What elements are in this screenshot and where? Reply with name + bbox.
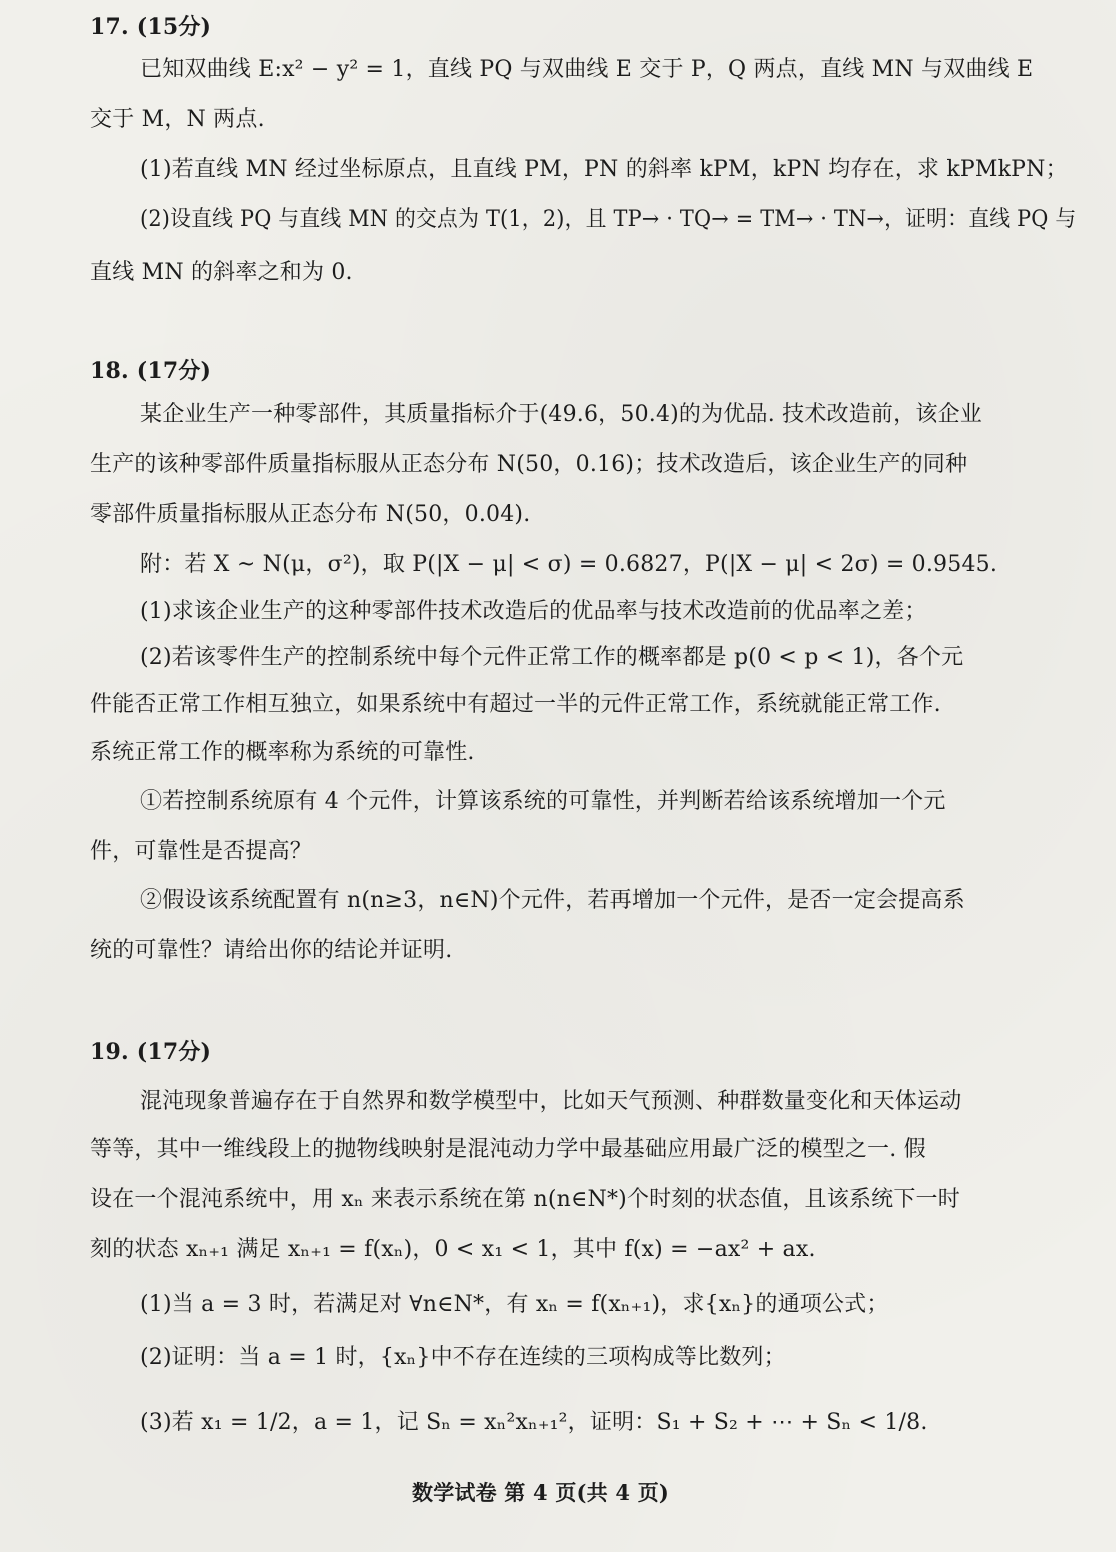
q19-line-5: (1)当 a = 3 时，若满足对 ∀n∈N*，有 xₙ = f(xₙ₊₁)，求{xₙ}的通项公式； [140,1292,889,1317]
q19-line-7: (3)若 x₁ = 1/2，a = 1，记 Sₙ = xₙ²xₙ₊₁²，证明：S₁ + S₂ + ⋯ + Sₙ < 1/8. [140,1410,928,1435]
q18-line-9: ①若控制系统原有 4 个元件，计算该系统的可靠性，并判断若给该系统增加一个元 [140,789,946,814]
q18-line-6: (2)若该零件生产的控制系统中每个元件正常工作的概率都是 p(0 < p < 1)，各个元 [140,645,964,670]
q18-line-1: 某企业生产一种零部件，其质量指标介于(49.6，50.4)的为优品. 技术改造前，该企业 [140,402,982,427]
q18-line-12: 统的可靠性？请给出你的结论并证明. [90,938,453,963]
q17-line-4: (2)设直线 PQ 与直线 MN 的交点为 T(1，2)，且 TP→ · TQ→ = TM→ · TN→，证明：直线 PQ 与 [140,207,1077,232]
q18-line-2: 生产的该种零部件质量指标服从正态分布 N(50，0.16)；技术改造后，该企业生产的同种 [90,452,968,477]
q19-line-1: 混沌现象普遍存在于自然界和数学模型中，比如天气预测、种群数量变化和天体运动 [140,1089,962,1114]
q18-line-8: 系统正常工作的概率称为系统的可靠性. [90,740,475,765]
q18-line-10: 件，可靠性是否提高？ [90,839,313,864]
q18-line-7: 件能否正常工作相互独立，如果系统中有超过一半的元件正常工作，系统就能正常工作. [90,692,941,717]
q19-line-6: (2)证明：当 a = 1 时，{xₙ}中不存在连续的三项构成等比数列； [140,1345,786,1370]
q18-header: 18. (17分) [90,358,212,384]
q17-header: 17. (15分) [90,14,212,40]
q17-line-2: 交于 M，N 两点. [90,107,265,132]
q19-header: 19. (17分) [90,1039,212,1065]
q19-line-3: 设在一个混沌系统中，用 xₙ 来表示系统在第 n(n∈N*)个时刻的状态值，且该系统下一时 [90,1187,960,1212]
q18-line-5: (1)求该企业生产的这种零部件技术改造后的优品率与技术改造前的优品率之差； [140,599,927,624]
q17-line-5: 直线 MN 的斜率之和为 0. [90,260,353,285]
q18-line-11: ②假设该系统配置有 n(n≥3，n∈N)个元件，若再增加一个元件，是否一定会提高系 [140,888,965,913]
q19-line-2: 等等，其中一维线段上的抛物线映射是混沌动力学中最基础应用最广泛的模型之一. 假 [90,1137,926,1162]
q18-line-3: 零部件质量指标服从正态分布 N(50，0.04). [90,502,531,527]
q19-line-4: 刻的状态 xₙ₊₁ 满足 xₙ₊₁ = f(xₙ)，0 < x₁ < 1，其中 f(x) = −ax² + ax. [90,1237,816,1262]
q17-line-3: (1)若直线 MN 经过坐标原点，且直线 PM，PN 的斜率 kPM，kPN 均存在，求 kPMkPN； [140,157,1068,182]
page-footer: 数学试卷 第 4 页(共 4 页) [412,1480,670,1505]
q18-line-4: 附：若 X ~ N(μ，σ²)，取 P(|X − μ| < σ) = 0.6827，P(|X − μ| < 2σ) = 0.9545. [140,552,998,577]
q17-line-1: 已知双曲线 E:x² − y² = 1，直线 PQ 与双曲线 E 交于 P，Q 两点，直线 MN 与双曲线 E [140,57,1034,82]
